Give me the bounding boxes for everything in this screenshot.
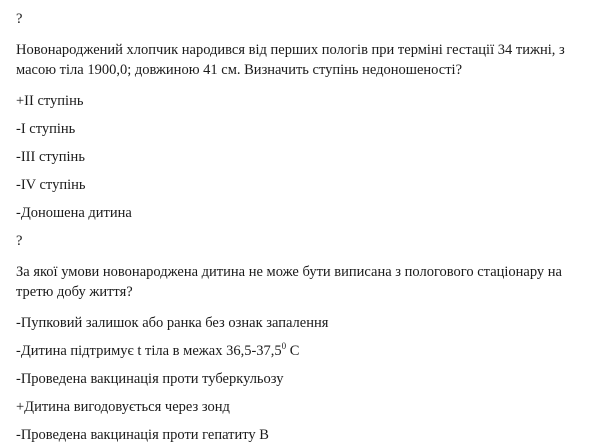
temperature-unit: С bbox=[286, 343, 300, 359]
answer-option: -Проведена вакцинація проти гепатиту В bbox=[16, 427, 269, 443]
question-marker: ? bbox=[16, 233, 23, 249]
answer-option: +Дитина вигодовується через зонд bbox=[16, 399, 230, 415]
question-text: За якої умови новонароджена дитина не може бути виписана з пологового стаціонару на третю добу життя? bbox=[16, 264, 562, 300]
question-block-2 bbox=[16, 232, 590, 444]
answer-option: -I ступінь bbox=[16, 121, 76, 137]
answer-option: -IV ступінь bbox=[16, 177, 86, 193]
answer-option: -Пупковий залишок або ранка без ознак запалення bbox=[16, 315, 329, 331]
answer-option: -Доношена дитина bbox=[16, 205, 132, 221]
answer-option: -Проведена вакцинація проти туберкульозу bbox=[16, 371, 284, 387]
answer-option: -III ступінь bbox=[16, 149, 85, 165]
answer-option: +II ступінь bbox=[16, 93, 84, 109]
answer-option-temperature bbox=[16, 342, 590, 360]
question-marker: ? bbox=[16, 11, 23, 27]
question-block-1 bbox=[16, 10, 590, 222]
question-text: Новонароджений хлопчик народився від перших пологів при терміні гестації 34 тижні, з масою тіла 1900,0; довжиною 41 см. Визначить ступінь недоношеності? bbox=[16, 42, 565, 78]
temperature-text: -Дитина підтримує t тіла в межах 36,5-37,5 bbox=[16, 343, 282, 359]
degree-superscript: 0 bbox=[281, 341, 287, 352]
